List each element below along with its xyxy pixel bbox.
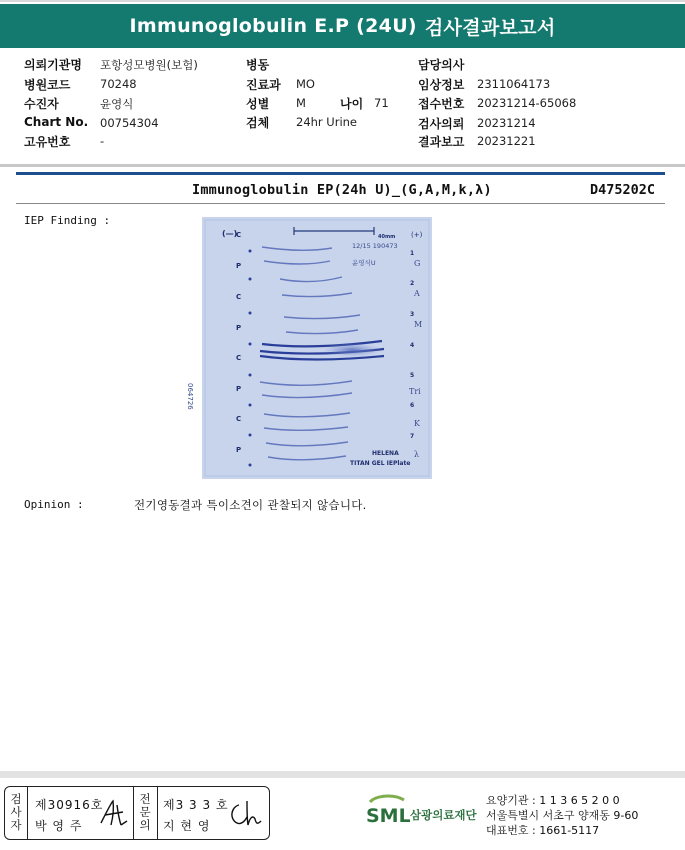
- label-sex: 성별: [246, 97, 270, 111]
- sml-logo-icon: [364, 792, 410, 832]
- divider: [157, 787, 158, 839]
- gel-label-g: G: [414, 259, 421, 268]
- value-receipt-no: 20231214-65068: [477, 96, 577, 110]
- gel-mark-p4: P: [236, 446, 242, 454]
- tester-license: 제30916호: [35, 798, 104, 812]
- report-header: [0, 4, 685, 48]
- gel-label-k: K: [414, 419, 420, 428]
- gel-num-4: 4: [410, 342, 415, 349]
- gel-mark-p2: P: [236, 324, 242, 332]
- gel-scale-label: 40mm: [378, 234, 396, 240]
- test-rule: [16, 203, 665, 204]
- gel-label-tri: Tri: [409, 387, 421, 396]
- value-chart-no: 00754304: [100, 116, 159, 130]
- opinion-text: 전기영동결과 특이소견이 관찰되지 않습니다.: [134, 498, 367, 512]
- label-receipt-no: 접수번호: [418, 97, 465, 111]
- value-department: MO: [296, 77, 315, 91]
- value-clinical-info: 2311064173: [477, 77, 551, 91]
- top-rule: [0, 0, 685, 2]
- value-unique-no: -: [100, 134, 105, 148]
- signature-box: [4, 786, 270, 840]
- gel-mark-c3: C: [236, 354, 242, 362]
- verifier-label: [137, 793, 153, 832]
- label-hospital-code: 병원코드: [24, 78, 71, 92]
- org-phone: 대표번호 : 1661-5117: [486, 824, 600, 837]
- gel-label-m: M: [414, 320, 423, 329]
- tester-label: [8, 793, 24, 832]
- gel-minus-mark: (—): [222, 229, 238, 238]
- gel-mark-c4: C: [236, 415, 242, 423]
- value-sex: M: [296, 96, 306, 110]
- gel-num-6: 6: [410, 402, 415, 409]
- label-clinical-info: 임상정보: [418, 78, 465, 92]
- tester-signature: [99, 797, 129, 829]
- tester-name: 박 영 주: [35, 819, 83, 833]
- label-doctor: 담당의사: [418, 58, 465, 72]
- iep-finding-label: IEP Finding :: [24, 214, 111, 227]
- tester-label-char: 검: [10, 792, 22, 806]
- gel-plate-drawing: [202, 217, 432, 479]
- label-age: 나이: [340, 97, 364, 111]
- gel-label-lambda: λ: [414, 450, 420, 459]
- value-patient: 윤영식: [100, 97, 134, 111]
- gel-label-a: A: [414, 289, 420, 298]
- divider: [27, 787, 28, 839]
- value-request-date: 20231214: [477, 116, 536, 130]
- sml-logo-text: SML: [366, 805, 410, 827]
- tester-label-char: 자: [10, 818, 22, 832]
- value-hospital-code: 70248: [100, 77, 137, 91]
- value-requester: 포항성모병원(보험): [100, 58, 198, 72]
- verifier-signature: [227, 797, 263, 829]
- label-request-date: 검사의뢰: [418, 117, 465, 131]
- gel-num-3: 3: [410, 311, 415, 318]
- verifier-label-char: 전: [139, 792, 151, 806]
- gel-side-number: 064726: [186, 383, 194, 410]
- verifier-label-char: 문: [139, 805, 151, 819]
- verifier-license: 제3 3 3 호: [163, 798, 229, 812]
- label-unique-no: 고유번호: [24, 135, 71, 149]
- value-report-date: 20231221: [477, 134, 536, 148]
- label-specimen: 검체: [246, 116, 270, 130]
- section-divider: [0, 164, 685, 167]
- iep-gel-image: [186, 217, 432, 479]
- value-age: 71: [374, 96, 389, 110]
- gel-handwritten-name: 윤영식U: [352, 259, 376, 267]
- org-name: 삼광의료재단: [410, 808, 477, 822]
- test-code: D475202C: [590, 182, 656, 198]
- org-institution-code: 요양기관 : 1 1 3 6 5 2 0 0: [486, 794, 620, 807]
- gel-handwritten-date: 12/15 190473: [352, 242, 398, 250]
- gel-plus-mark: (+): [411, 231, 423, 239]
- label-report-date: 결과보고: [418, 135, 465, 149]
- org-info: [486, 793, 638, 838]
- report-title-en: Immunoglobulin E.P (24U): [129, 15, 417, 37]
- divider: [133, 787, 134, 839]
- gel-mark-p1: P: [236, 262, 242, 270]
- test-name: Immunoglobulin EP(24h U)_(G,A,M,k,λ): [192, 182, 492, 198]
- patient-info: [0, 52, 685, 164]
- label-chart-no: Chart No.: [24, 115, 89, 129]
- footer-divider: [0, 771, 685, 778]
- tester-label-char: 사: [10, 805, 22, 819]
- verifier-label-char: 의: [139, 818, 151, 832]
- sml-logo: [364, 792, 410, 836]
- gel-brand-helena: HELENA: [372, 450, 399, 457]
- label-ward: 병동: [246, 58, 270, 72]
- gel-num-5: 5: [410, 372, 415, 379]
- opinion-label: Opinion :: [24, 498, 84, 511]
- label-department: 진료과: [246, 78, 281, 92]
- verifier-name: 지 현 영: [163, 819, 211, 833]
- report-title-ko: 검사결과보고서: [424, 16, 556, 39]
- label-requester: 의뢰기관명: [24, 58, 82, 72]
- blue-rule: [16, 172, 665, 175]
- gel-num-7: 7: [410, 433, 415, 440]
- gel-brand-titan: TITAN GEL IEPlate: [350, 460, 411, 467]
- gel-mark-c1: C: [236, 231, 242, 239]
- label-patient: 수진자: [24, 97, 59, 111]
- gel-num-1: 1: [410, 250, 415, 257]
- gel-mark-c2: C: [236, 293, 242, 301]
- value-specimen: 24hr Urine: [296, 115, 358, 129]
- gel-num-2: 2: [410, 280, 415, 287]
- gel-mark-p3: P: [236, 385, 242, 393]
- org-address: 서울특별시 서초구 양재동 9-60: [486, 809, 639, 822]
